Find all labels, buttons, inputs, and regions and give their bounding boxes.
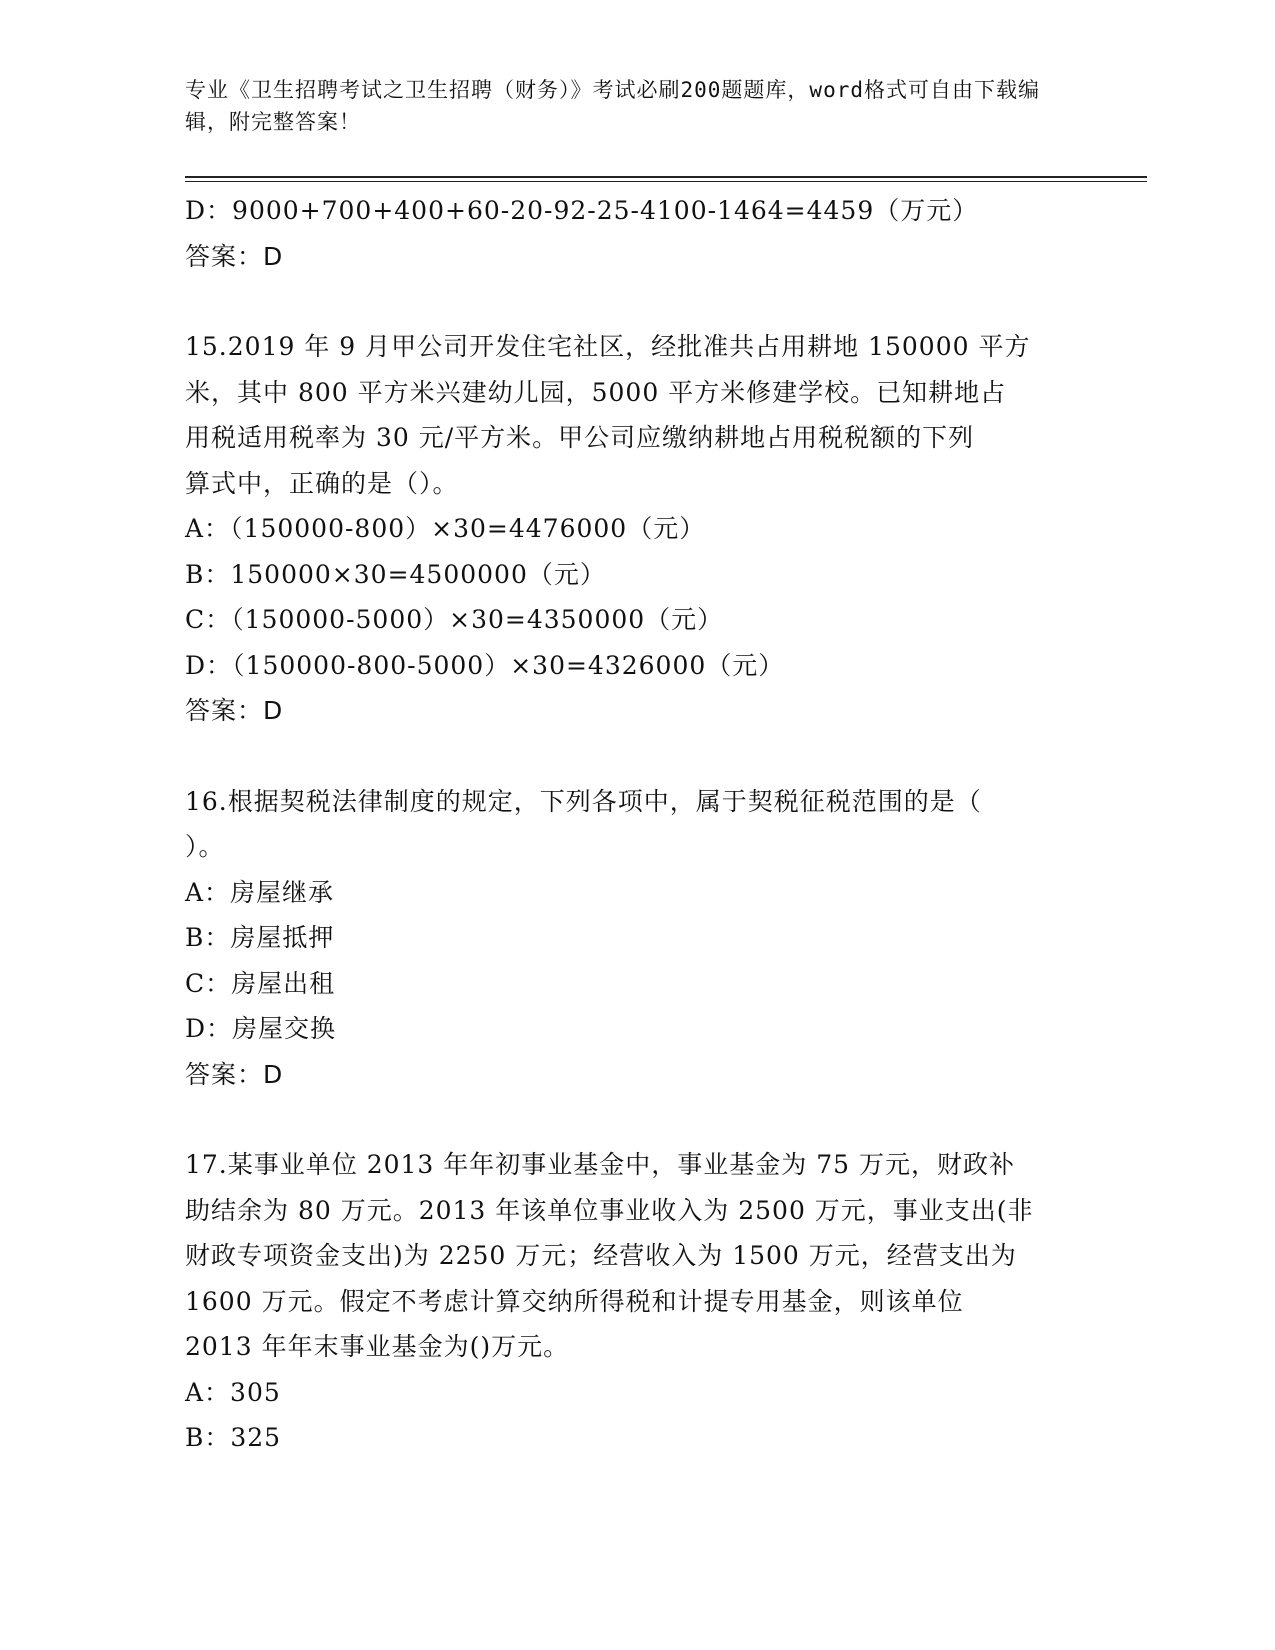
option-b: B：325 xyxy=(185,1423,282,1452)
page-header-title: 专业《卫生招聘考试之卫生招聘（财务）》考试必刷200题题库，word格式可自由下载编辑，附完整答案！ xyxy=(185,78,1040,134)
question-text-line: 15.2019 年 9 月甲公司开发住宅社区，经批准共占用耕地 150000 平方 xyxy=(185,332,1031,361)
question-text-line: 2013 年年末事业基金为()万元。 xyxy=(185,1332,570,1361)
option-c: C：（150000-5000）×30=4350000（元） xyxy=(185,605,724,634)
question-15 xyxy=(185,324,1080,734)
question-text-line: 财政专项资金支出)为 2250 万元；经营收入为 1500 万元，经营支出为 xyxy=(185,1241,1017,1270)
question-text-line: 助结余为 80 万元。2013 年该单位事业收入为 2500 万元，事业支出(非 xyxy=(185,1195,1034,1225)
option-b: B：房屋抵押 xyxy=(185,923,335,952)
option-d: D：9000+700+400+60-20-92-25-4100-1464=4459（万元） xyxy=(185,196,979,225)
question-text-line: 1600 万元。假定不考虑计算交纳所得税和计提专用基金，则该单位 xyxy=(185,1286,964,1316)
answer-line: 答案：D xyxy=(185,696,284,725)
question-16 xyxy=(185,779,1080,1098)
option-a: A：房屋继承 xyxy=(185,877,335,907)
option-a: A：（150000-800）×30=4476000（元） xyxy=(185,514,706,543)
header-divider-thin xyxy=(185,181,1147,182)
spacer xyxy=(185,1097,1080,1142)
question-text-line: 米，其中 800 平方米兴建幼儿园，5000 平方米修建学校。已知耕地占 xyxy=(185,377,1007,407)
question-content xyxy=(185,188,1080,1461)
question-text-line: 算式中，正确的是（）。 xyxy=(185,468,459,498)
option-d: D：房屋交换 xyxy=(185,1014,337,1043)
question-17 xyxy=(185,1142,1080,1461)
option-b: B：150000×30=4500000（元） xyxy=(185,559,606,589)
question-text-line: 16.根据契税法律制度的规定，下列各项中，属于契税征税范围的是（ xyxy=(185,786,982,816)
answer-line: 答案：D xyxy=(185,241,284,271)
question-text-line: 17.某事业单位 2013 年年初事业基金中，事业基金为 75 万元，财政补 xyxy=(185,1150,1015,1179)
header-divider-thick xyxy=(185,176,1147,178)
option-a: A：305 xyxy=(185,1377,281,1407)
option-c: C：房屋出租 xyxy=(185,968,336,998)
spacer xyxy=(185,279,1080,324)
question-text-line: 用税适用税率为 30 元/平方米。甲公司应缴纳耕地占用税税额的下列 xyxy=(185,423,975,452)
question-text-line: ）。 xyxy=(185,832,225,861)
answer-line: 答案：D xyxy=(185,1059,284,1089)
option-d: D：（150000-800-5000）×30=4326000（元） xyxy=(185,650,785,680)
spacer xyxy=(185,734,1080,779)
